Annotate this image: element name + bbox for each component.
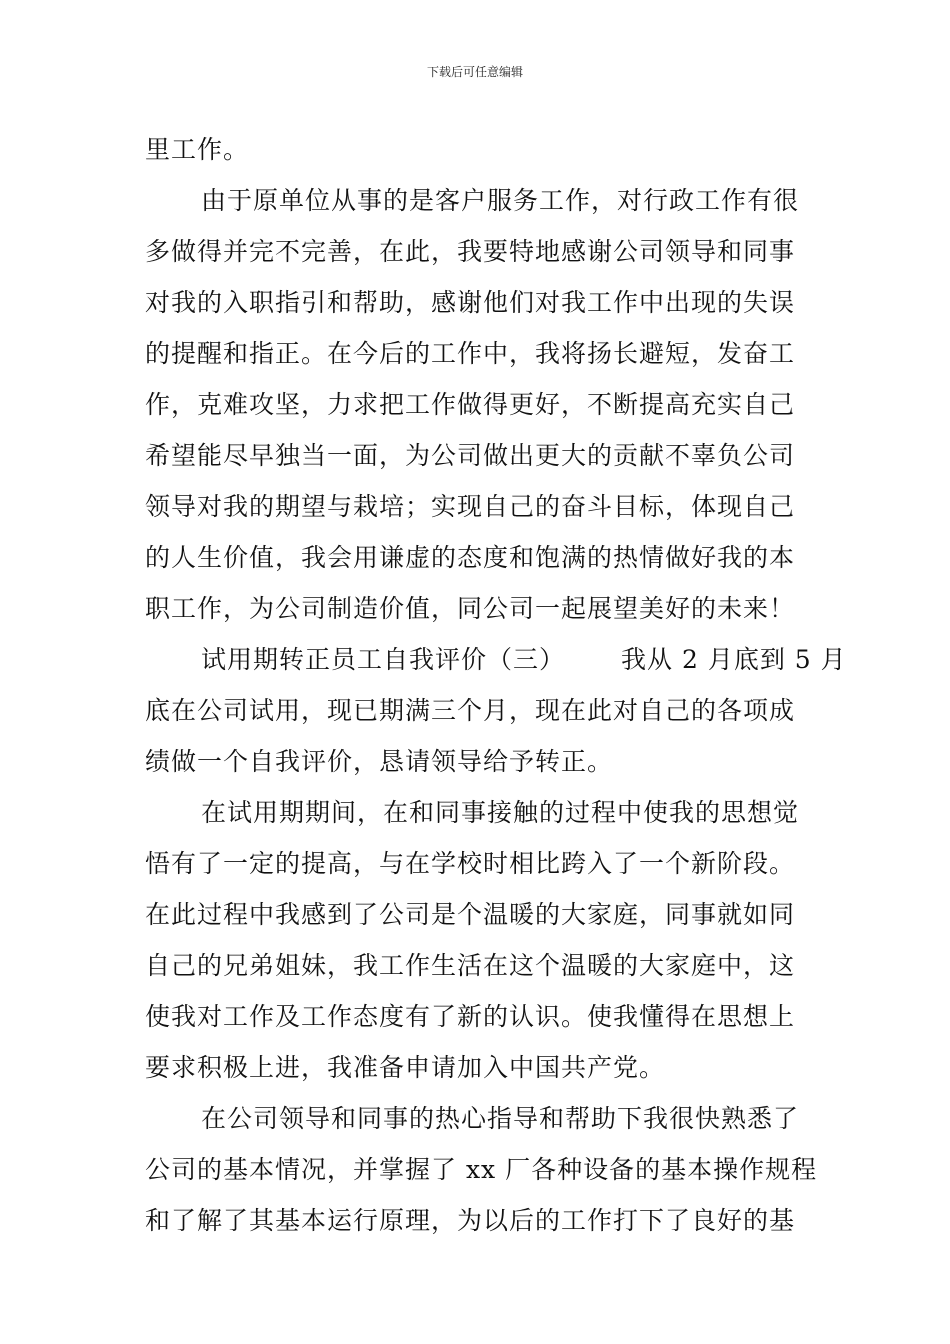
section-heading-line [145,634,847,685]
text-line: 绩做一个自我评价，恳请领导给予转正。 [145,747,614,776]
text-line: 对我的入职指引和帮助，感谢他们对我工作中出现的失误 [145,288,796,317]
text-line: 要求积极上进，我准备申请加入中国共产党。 [145,1053,666,1082]
text-line: 的人生价值，我会用谦虚的态度和饱满的热情做好我的本 [145,543,796,572]
text-line: 在公司领导和同事的热心指导和帮助下我很快熟悉了 [201,1104,800,1133]
text-line: 在此过程中我感到了公司是个温暖的大家庭，同事就如同 [145,900,796,929]
text-line: 悟有了一定的提高，与在学校时相比跨入了一个新阶段。 [145,849,796,878]
text-line: 由于原单位从事的是客户服务工作，对行政工作有很 [201,186,800,215]
text-line: 我从 2 月底到 5 月 [621,645,847,674]
text-line: 使我对工作及工作态度有了新的认识。使我懂得在思想上 [145,1002,796,1031]
text-line: 在试用期期间，在和同事接触的过程中使我的思想觉 [201,798,800,827]
text-line: 多做得并完不完善，在此，我要特地感谢公司领导和同事 [145,237,796,266]
section-heading: 试用期转正员工自我评价（三） [201,645,566,674]
text-line: 里工作。 [145,135,250,164]
text-line: 作，克难攻坚，力求把工作做得更好，不断提高充实自己 [145,390,796,419]
text-line: 希望能尽早独当一面，为公司做出更大的贡献不辜负公司 [145,441,796,470]
text-line: 的提醒和指正。在今后的工作中，我将扬长避短，发奋工 [145,339,796,368]
text-line: 底在公司试用，现已期满三个月，现在此对自己的各项成 [145,696,796,725]
document-body [145,124,847,1246]
text-line: 公司的基本情况，并掌握了 xx 厂各种设备的基本操作规程 [145,1155,818,1184]
text-line: 领导对我的期望与栽培；实现自己的奋斗目标，体现自己 [145,492,796,521]
text-line: 自己的兄弟姐妹，我工作生活在这个温暖的大家庭中，这 [145,951,796,980]
page-header: 下载后可任意编辑 [426,65,523,79]
text-line: 和了解了其基本运行原理，为以后的工作打下了良好的基 [145,1206,796,1235]
text-line: 职工作，为公司制造价值，同公司一起展望美好的未来！ [145,594,796,623]
